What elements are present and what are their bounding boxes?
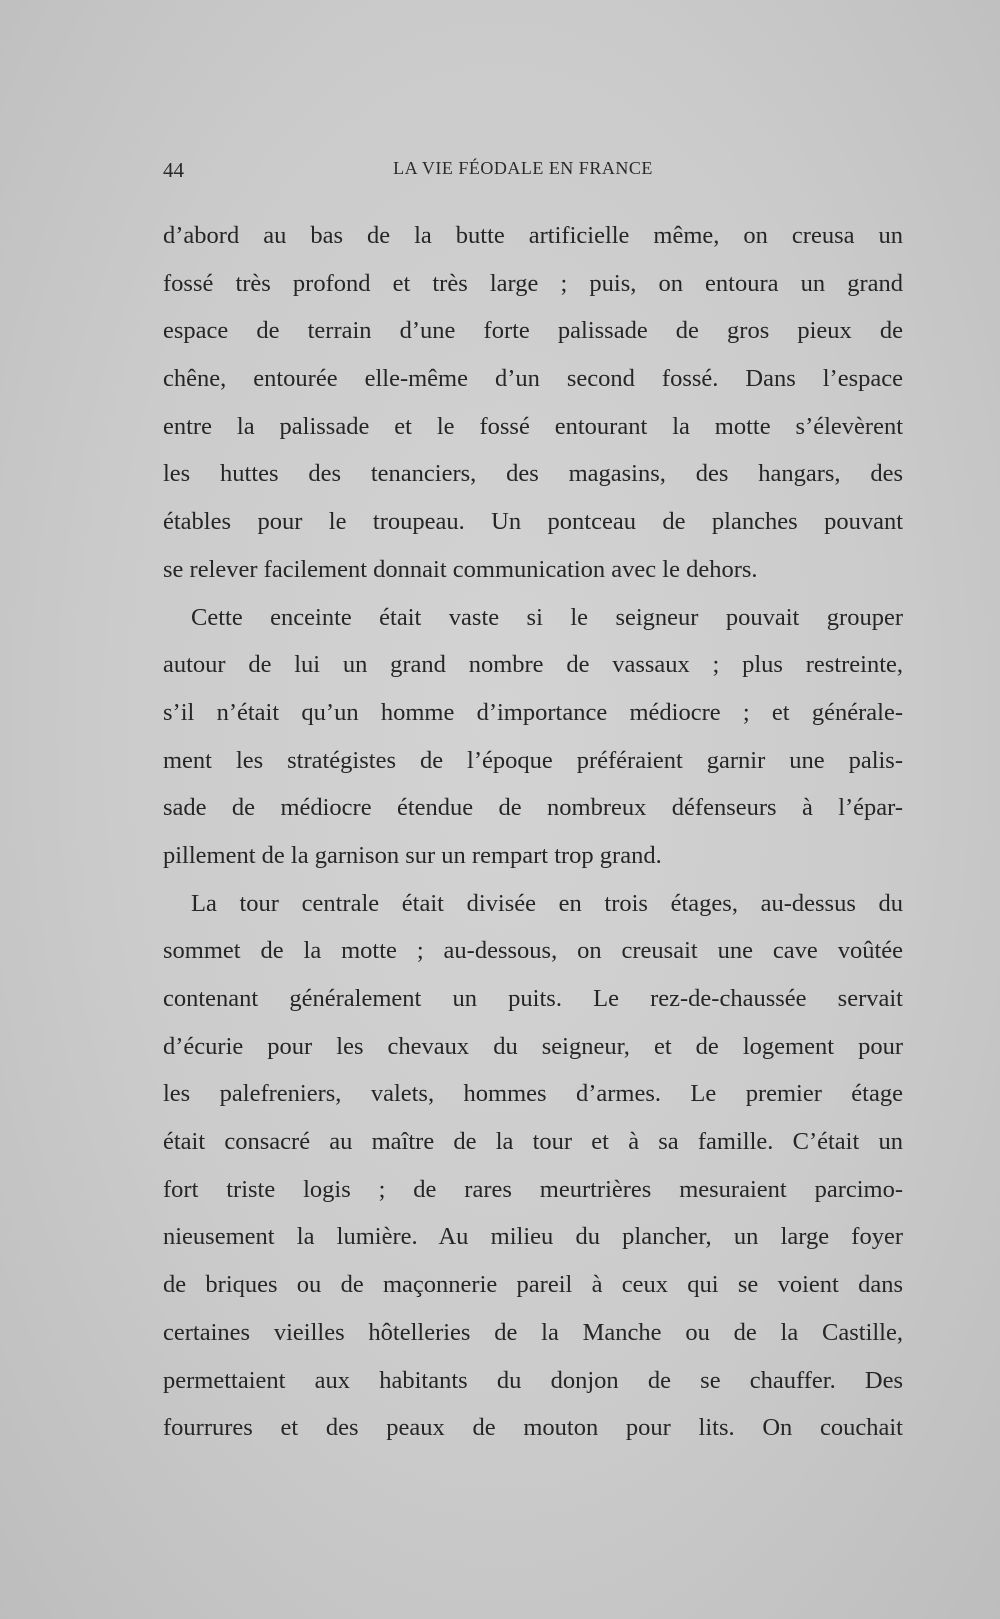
text-line: sommet de la motte ; au-dessous, on creusait une cave voûtée [163,937,903,965]
text-line: se relever facilement donnait communication avec le dehors. [163,555,758,583]
text-line: fossé très profond et très large ; puis, on entoura un grand [163,269,903,297]
paragraph-start-line: La tour centrale était divisée en trois étages, au-dessus du [191,889,903,917]
text-line: pillement de la garnison sur un rempart trop grand. [163,841,662,869]
text-line: contenant généralement un puits. Le rez-de-chaussée servait [163,985,903,1012]
paragraph-start-line: Cette enceinte était vaste si le seigneur pouvait grouper [191,603,903,631]
text-line: les huttes des tenanciers, des magasins, des hangars, des [163,460,903,488]
text-line: d’écurie pour les chevaux du seigneur, et de logement pour [163,1032,903,1060]
text-line: étables pour le troupeau. Un pontceau de planches pouvant [163,508,903,536]
text-line: entre la palissade et le fossé entourant la motte s’élevèrent [163,412,903,440]
text-line: nieusement la lumière. Au milieu du plancher, un large foyer [163,1223,903,1251]
text-line: certaines vieilles hôtelleries de la Manche ou de la Castille, [163,1318,903,1346]
text-line: sade de médiocre étendue de nombreux défenseurs à l’épar- [163,794,903,822]
running-title: LA VIE FÉODALE EN FRANCE [393,158,653,178]
text-line: ment les stratégistes de l’époque préféraient garnir une palis- [163,746,903,774]
text-line: s’il n’était qu’un homme d’importance médiocre ; et générale- [163,698,903,726]
text-line: les palefreniers, valets, hommes d’armes. Le premier étage [163,1080,903,1108]
page-header [163,158,903,188]
text-line: d’abord au bas de la butte artificielle même, on creusa un [163,222,903,249]
page-number: 44 [163,158,184,182]
body-text [163,212,903,1452]
text-line: permettaient aux habitants du donjon de se chauffer. Des [163,1366,903,1394]
text-line: de briques ou de maçonnerie pareil à ceux qui se voient dans [163,1271,903,1299]
text-line: autour de lui un grand nombre de vassaux ; plus restreinte, [163,651,903,679]
text-line: était consacré au maître de la tour et à sa famille. C’était un [163,1128,903,1156]
text-line: fourrures et des peaux de mouton pour lits. On couchait [163,1414,903,1442]
text-line: fort triste logis ; de rares meurtrières mesuraient parcimo- [163,1175,903,1203]
text-line: chêne, entourée elle-même d’un second fossé. Dans l’espace [163,365,903,393]
text-line: espace de terrain d’une forte palissade de gros pieux de [163,317,903,345]
